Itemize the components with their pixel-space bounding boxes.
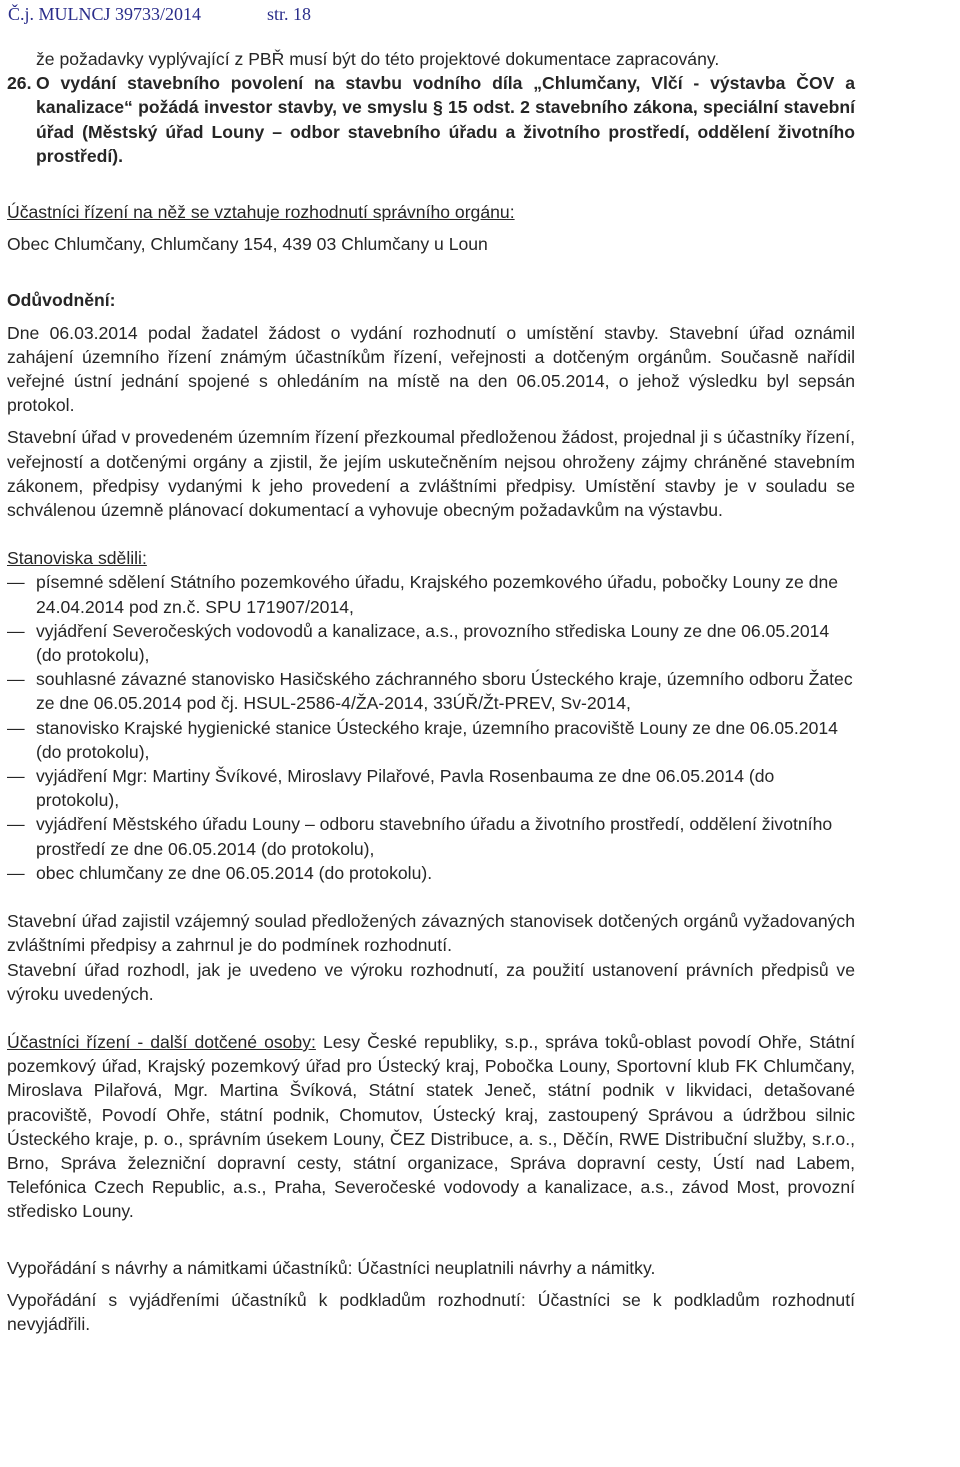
dash-bullet: — — [7, 814, 25, 835]
intro-continuation: že požadavky vyplývající z PBŘ musí být do této projektové dokumentace zapracovány. — [36, 49, 720, 69]
dash-bullet: — — [7, 717, 25, 738]
assessment-paragraph-2: Stavební úřad rozhodl, jak je uvedeno ve výroku rozhodnutí, za použití ustanovení právních předpisů ve výroku uvedených. — [7, 959, 855, 1004]
list-item: — stanovisko Krajské hygienické stanice Ústeckého kraje, územního pracoviště Louny ze dne 06.05.2014 (do protokolu), — [7, 717, 838, 762]
opinions-list — [7, 570, 855, 885]
participants-value: Obec Chlumčany, Chlumčany 154, 439 03 Chlumčany u Loun — [7, 234, 488, 255]
document-body — [7, 47, 855, 1336]
other-parties-text: Lesy České republiky, s.p., správa toků-oblast povodí Ohře, Státní pozemkový úřad, Krajský pozemkový úřad pro Ústecký kraj, Pobočka Louny, Sportovní klub FK Chlumčany, Miroslava Pilařová, Mgr. Martina Švíková, Státní statek Jeneč, státní podnik v likvidaci, detašované pracoviště, Povodí Ohře, státní podnik, Chomutov, Ústecký kraj, zastoupený Správou a údržbou silnic Ústeckého kraje, p. o., správním úsekem Louny, ČEZ Distribuce, a. s., Děčín, RWE Distribuční služby, s.r.o., Brno, Správa železniční dopravní cesty, státní organizace, Správa dopravní cesty, Ústí nad Labem, Telefónica Czech Republic, a.s., Praha, Severočeské vodovody a kanalizace, a.s., závod Most, provozní středisko Louny. — [7, 1031, 856, 1222]
condition-26 — [7, 71, 855, 168]
page-header — [8, 4, 311, 25]
dash-bullet: — — [7, 766, 25, 787]
assessment-paragraph-1: Stavební úřad zajistil vzájemný soulad předložených závazných stanovisek dotčených orgánů vyžadovaných zvláštními předpisy a zahrnul je do podmínek rozhodnutí. — [7, 911, 855, 956]
opinions-heading: Stanoviska sdělili: — [7, 548, 147, 569]
list-item: — obec chlumčany ze dne 06.05.2014 (do protokolu). — [7, 861, 855, 885]
dash-bullet: — — [7, 620, 25, 641]
justification-heading: Odůvodnění: — [7, 290, 116, 311]
dash-bullet: — — [7, 572, 25, 593]
list-item: — písemné sdělení Státního pozemkového úřadu, Krajského pozemkového úřadu, pobočky Louny ze dne 24.04.2014 pod zn.č. SPU 171907/2014, — [7, 572, 839, 617]
condition-text: O vydání stavebního povolení na stavbu vodního díla „Chlumčany, Vlčí - výstavba ČOV a kanalizace“ požádá investor stavby, ve smyslu § 15 odst. 2 stavebního zákona, speciální stavební úřad (Městský úřad Louny – odbor stavebního úřadu a životního prostředí, oddělení životního prostředí). — [36, 73, 855, 166]
settlement-statements: Vypořádání s vyjádřeními účastníků k podkladům rozhodnutí: Účastníci se k podkladům rozhodnutí nevyjádřili. — [7, 1289, 855, 1334]
condition-number: 26. — [7, 73, 32, 94]
other-parties-paragraph — [7, 1030, 855, 1224]
justification-paragraph-2: Stavební úřad v provedeném územním řízení přezkoumal předloženou žádost, projednal ji s účastníky řízení, veřejností a dotčenými orgány a zjistil, že jejím uskutečněním nejsou ohroženy zájmy chráněné stavebním zákonem, předpisy vydanými k jeho provedení a zvláštními předpisy. Umístění stavby je v souladu se schválenou územně plánovací dokumentací a vyhovuje obecným požadavkům na výstavbu. — [7, 427, 855, 521]
dash-bullet: — — [7, 669, 25, 690]
justification-paragraph-1: Dne 06.03.2014 podal žadatel žádost o vydání rozhodnutí o umístění stavby. Stavební úřad oznámil zahájení územního řízení známým účastníkům řízení, veřejnosti a dotčeným orgánům. Současně nařídil veřejné ústní jednání spojené s ohledáním na místě na den 06.05.2014, o jehož výsledku byl sepsán protokol. — [7, 322, 855, 416]
page-number: str. 18 — [267, 4, 312, 24]
reference-number: Č.j. MULNCJ 39733/2014 — [8, 4, 202, 24]
other-parties-label: Účastníci řízení - další dotčené osoby: — [7, 1031, 316, 1052]
list-item: — vyjádření Mgr: Martiny Švíkové, Miroslavy Pilařové, Pavla Rosenbauma ze dne 06.05.2014 (do protokolu), — [7, 766, 775, 811]
list-item: — vyjádření Městského úřadu Louny – odboru stavebního úřadu a životního prostředí, oddělení životního prostředí ze dne 06.05.2014 (do protokolu), — [7, 814, 833, 859]
list-item: — vyjádření Severočeských vodovodů a kanalizace, a.s., provozního střediska Louny ze dne 06.05.2014 (do protokolu), — [7, 620, 830, 666]
settlement-proposals: Vypořádání s návrhy a námitkami účastníků: Účastníci neuplatnili návrhy a námitky. — [7, 1257, 656, 1278]
dash-bullet: — — [7, 862, 25, 883]
list-item: — souhlasné závazné stanovisko Hasičského záchranného sboru Ústeckého kraje, územního odboru Žatec ze dne 06.05.2014 pod čj. HSUL-2586-4/ŽA-2014, 33ÚŘ/Žt-PREV, Sv-2014, — [7, 669, 853, 714]
participants-heading: Účastníci řízení na něž se vztahuje rozhodnutí správního orgánu: — [7, 202, 515, 223]
